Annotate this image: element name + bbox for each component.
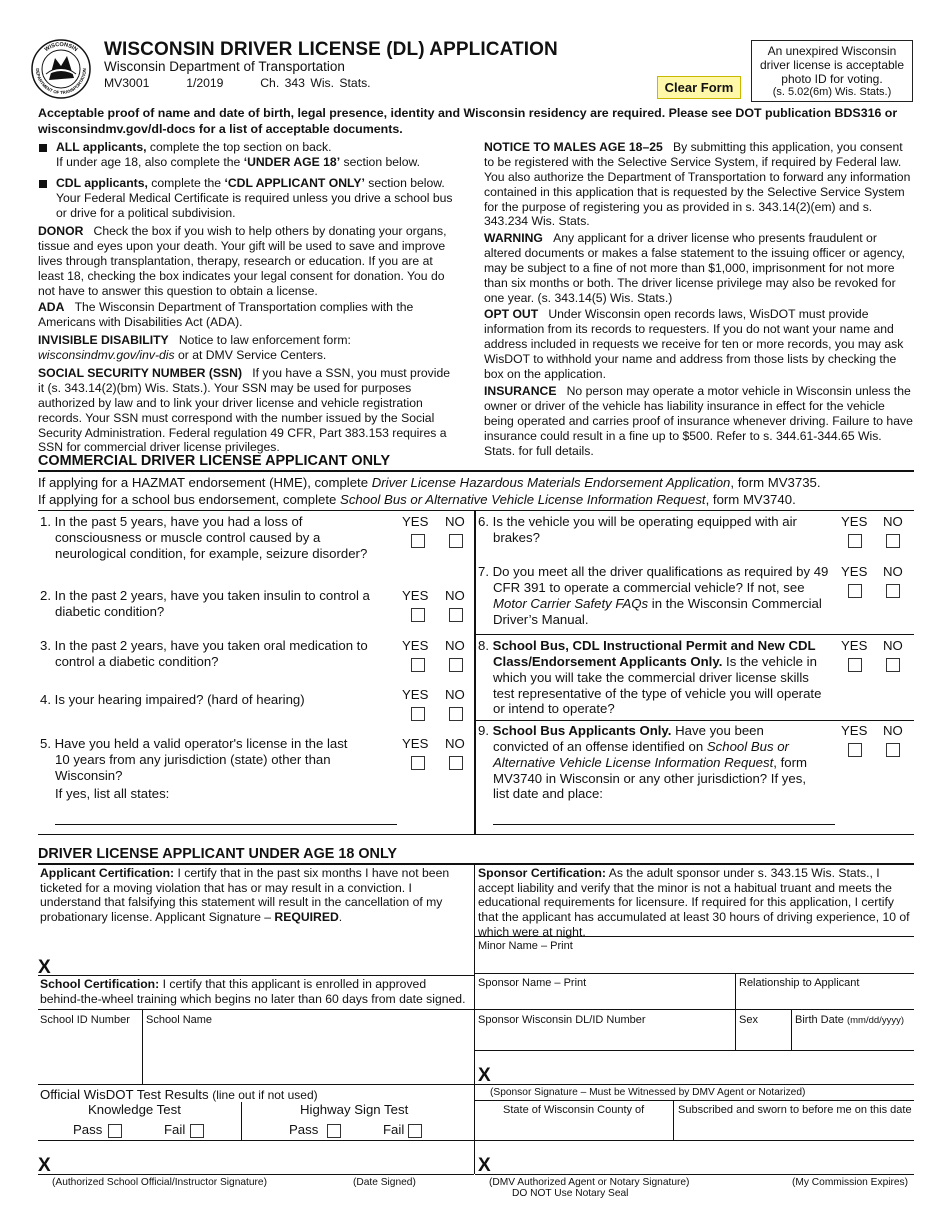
cdl-question-7 bbox=[478, 564, 838, 627]
opt-out-text: Under Wisconsin open records laws, WisDOT must provide information from its records to requesters. If you do not want your name and address included in requests we receive for ten or more records, you may ask WisDOT to withhold your name and address from those lists by checking the box on the application. bbox=[484, 307, 904, 381]
clear-form-button[interactable]: Clear Form bbox=[657, 76, 741, 99]
q8-yes-checkbox[interactable] bbox=[848, 658, 862, 672]
hme-text-a: If applying for a HAZMAT endorsement (HME), complete bbox=[38, 475, 372, 490]
date-signed-caption: (Date Signed) bbox=[353, 1177, 416, 1188]
q3-yes-label: YES bbox=[402, 638, 429, 653]
q1-yes-label: YES bbox=[402, 514, 429, 529]
test-results-bottom-rule bbox=[38, 1140, 914, 1141]
test-results-note: (line out if not used) bbox=[212, 1088, 318, 1102]
form-title: WISCONSIN DRIVER LICENSE (DL) APPLICATION bbox=[104, 39, 558, 60]
relationship-label: Relationship to Applicant bbox=[739, 977, 860, 989]
sponsor-dl-rule bbox=[475, 1050, 914, 1051]
q5-no-label: NO bbox=[445, 736, 465, 751]
minor-name-input[interactable] bbox=[478, 953, 912, 973]
cdl-applicants-lead: CDL applicants, bbox=[56, 176, 148, 190]
test-results-heading bbox=[40, 1087, 318, 1103]
q4-yes-label: YES bbox=[402, 687, 429, 702]
highway-sign-test-label: Highway Sign Test bbox=[300, 1102, 409, 1117]
donor-notice bbox=[38, 224, 458, 298]
sponsor-dl-input[interactable] bbox=[478, 1028, 732, 1048]
minor-name-label: Minor Name – Print bbox=[478, 940, 573, 952]
sponsor-signature-mark: X bbox=[478, 1065, 491, 1086]
opt-out-notice bbox=[484, 307, 914, 381]
school-id-top-rule bbox=[38, 1009, 914, 1010]
q9-text-c: , form MV3740 in Wisconsin or any other jurisdiction? If yes, list date and place: bbox=[493, 754, 807, 802]
minor-center-divider bbox=[474, 864, 475, 1174]
commission-expires-caption: (My Commission Expires) bbox=[792, 1177, 909, 1188]
highway-pass-label: Pass bbox=[289, 1122, 319, 1137]
sworn-date-label: Subscribed and sworn to before me on this date bbox=[678, 1104, 912, 1116]
applicant-cert-heading: Applicant Certification: bbox=[40, 866, 175, 880]
bus-text-a: If applying for a school bus endorsement, complete bbox=[38, 491, 341, 507]
sponsor-certification bbox=[478, 866, 914, 939]
form-number: MV3001 bbox=[104, 76, 150, 90]
county-top-rule bbox=[475, 1100, 914, 1101]
school-bus-instruction bbox=[38, 492, 918, 509]
sponsor-dl-label: Sponsor Wisconsin DL/ID Number bbox=[478, 1014, 646, 1026]
school-official-signature-caption: (Authorized School Official/Instructor Signature) bbox=[52, 1177, 267, 1188]
cdl-question-8 bbox=[478, 638, 833, 717]
q8-number: 8. bbox=[478, 638, 493, 653]
school-signature-line bbox=[38, 1174, 474, 1175]
applicant-signature-field[interactable] bbox=[58, 944, 470, 974]
q9-offense-input-line[interactable] bbox=[493, 824, 835, 825]
dmv-signature-caption: (DMV Authorized Agent or Notary Signature) bbox=[489, 1177, 690, 1188]
ada-text: The Wisconsin Department of Transportation complies with the Americans with Disabilities Act (ADA). bbox=[38, 300, 414, 329]
voter-id-statute: (s. 5.02(6m) Wis. Stats.) bbox=[772, 86, 892, 99]
county-divider bbox=[673, 1100, 674, 1140]
q4-yes-checkbox[interactable] bbox=[411, 707, 425, 721]
q6-yes-checkbox[interactable] bbox=[848, 534, 862, 548]
q1-no-label: NO bbox=[445, 514, 465, 529]
cdl-question-6: 6. Is the vehicle you will be operating equipped with air brakes? bbox=[478, 514, 797, 545]
q8-yes-label: YES bbox=[841, 638, 868, 653]
school-cert-text: I certify that this applicant is enrolled in approved behind-the-wheel training which begins no later than 60 days from date signed. bbox=[40, 977, 466, 1006]
minor-section-title: DRIVER LICENSE APPLICANT UNDER AGE 18 ONLY bbox=[38, 846, 398, 862]
applicant-cert-required: REQUIRED bbox=[274, 909, 339, 924]
q9-yes-checkbox[interactable] bbox=[848, 743, 862, 757]
school-cert-heading: School Certification: bbox=[40, 977, 160, 991]
school-id-divider bbox=[142, 1009, 143, 1084]
cdl-text-a: complete the bbox=[147, 176, 225, 190]
q9-text-a: Have you been convicted of an offense identified on bbox=[493, 723, 764, 754]
no-notary-seal-note: DO NOT Use Notary Seal bbox=[512, 1188, 629, 1199]
donor-heading: DONOR bbox=[38, 224, 84, 238]
q9-form-name: School Bus or Alternative Vehicle License Information Request bbox=[493, 738, 789, 770]
cdl-question-4: 4. Is your hearing impaired? (hard of hearing) bbox=[40, 692, 305, 707]
cdl-center-divider bbox=[474, 510, 476, 834]
under-18-text-a: If under age 18, also complete the bbox=[56, 154, 244, 169]
invisible-disability-link[interactable]: wisconsindmv.gov/inv-dis bbox=[38, 347, 175, 362]
sworn-date-input[interactable] bbox=[678, 1118, 912, 1138]
q7-yes-checkbox[interactable] bbox=[848, 584, 862, 598]
sponsor-signature-note: (Sponsor Signature – Must be Witnessed by DMV Agent or Notarized) bbox=[490, 1087, 806, 1098]
form-identifier bbox=[104, 76, 371, 91]
q1-no-checkbox[interactable] bbox=[449, 534, 463, 548]
q7-yes-label: YES bbox=[841, 564, 868, 579]
q2-no-checkbox[interactable] bbox=[449, 608, 463, 622]
q2-no-label: NO bbox=[445, 588, 465, 603]
q7-no-label: NO bbox=[883, 564, 903, 579]
q7-no-checkbox[interactable] bbox=[886, 584, 900, 598]
sponsor-cert-heading: Sponsor Certification: bbox=[478, 866, 606, 880]
under-18-text-c: section below. bbox=[340, 154, 421, 169]
q2-yes-label: YES bbox=[402, 588, 429, 603]
hme-instruction bbox=[38, 475, 918, 492]
sponsor-name-label: Sponsor Name – Print bbox=[478, 977, 587, 989]
q9-no-checkbox[interactable] bbox=[886, 743, 900, 757]
sponsor-signature-field[interactable] bbox=[498, 1054, 912, 1082]
q8-no-checkbox[interactable] bbox=[886, 658, 900, 672]
county-label: State of Wisconsin County of bbox=[503, 1104, 645, 1116]
q5-no-checkbox[interactable] bbox=[449, 756, 463, 770]
ssn-heading: SOCIAL SECURITY NUMBER (SSN) bbox=[38, 366, 243, 380]
cdl-questions-bottom-rule bbox=[38, 834, 914, 835]
hme-form-name: Driver License Hazardous Materials Endorsement Application bbox=[371, 475, 731, 490]
under-18-ref: ‘UNDER AGE 18’ bbox=[243, 154, 341, 169]
school-name-label: School Name bbox=[146, 1014, 213, 1026]
cdl-instructions bbox=[38, 475, 918, 508]
sex-label: Sex bbox=[739, 1014, 758, 1026]
county-input[interactable] bbox=[478, 1118, 670, 1138]
cdl-question-5: 5. Have you held a valid operator's license in the last 10 years from any jurisdiction (state) other than Wisconsin? bbox=[40, 736, 348, 783]
hme-text-c: , form MV3735. bbox=[730, 475, 821, 490]
invisible-disability-text2: or at DMV Service Centers. bbox=[174, 347, 327, 362]
cdl-ref: ‘CDL APPLICANT ONLY’ bbox=[224, 176, 365, 190]
insurance-heading: INSURANCE bbox=[484, 384, 557, 398]
voter-id-text: An unexpired Wisconsin driver license is acceptable photo ID for voting. bbox=[759, 44, 905, 87]
invisible-disability-heading: INVISIBLE DISABILITY bbox=[38, 333, 169, 347]
relationship-input[interactable] bbox=[739, 990, 912, 1008]
applicant-cert-end: . bbox=[338, 909, 343, 924]
voter-id-notice bbox=[751, 40, 913, 102]
opt-out-heading: OPT OUT bbox=[484, 307, 539, 321]
relationship-divider bbox=[735, 973, 736, 1050]
applicant-signature-line bbox=[38, 975, 474, 976]
minor-name-rule bbox=[475, 973, 914, 974]
q8-text: Is the vehicle in which you will take the commercial driver license skills test representative of the type of vehicle you will operate or intend to operate? bbox=[493, 653, 822, 717]
cdl-question-1: 1. In the past 5 years, have you had a loss of consciousness or muscle control caused by a neurological condition, for example, seizure disorder? bbox=[40, 514, 368, 561]
birth-date-text: Birth Date bbox=[795, 1014, 844, 1026]
warning-text: Any applicant for a driver license who presents fraudulent or altered documents or makes a false statement to the issuing officer or agency, may be subject to a fine of not more than $1,000, imprisonment for not more than six months or both. The driver license privilege may also be revoked for one year. (s. 343.14(5) Wis. Stats.) bbox=[484, 231, 905, 305]
sex-input[interactable] bbox=[739, 1028, 788, 1048]
cdl-text-c: section below. Your Federal Medical Certificate is required unless you drive a school bus or drive for a political subdivision. bbox=[56, 176, 453, 220]
insurance-notice bbox=[484, 384, 914, 458]
q9-number: 9. bbox=[478, 723, 493, 738]
cdl-question-2: 2. In the past 2 years, have you taken insulin to control a diabetic condition? bbox=[40, 588, 370, 619]
knowledge-test-label: Knowledge Test bbox=[88, 1102, 181, 1117]
knowledge-pass-label: Pass bbox=[73, 1122, 103, 1137]
insurance-text: No person may operate a motor vehicle in Wisconsin unless the owner or driver of the vehicle has liability insurance in effect for the vehicle being operated and carries proof of insurance whenever driving. Failure to have insurance could result in a fine up to $500. Refer to s. 344.61-344.65 Wis. Stats. for full details. bbox=[484, 384, 913, 458]
test-results-title: Official WisDOT Test Results bbox=[40, 1087, 209, 1102]
bus-form-name: School Bus or Alternative Vehicle License Information Request bbox=[340, 491, 706, 507]
test-results-divider bbox=[241, 1102, 242, 1140]
cdl-question-9 bbox=[478, 723, 823, 802]
school-name-input[interactable] bbox=[146, 1028, 470, 1082]
q8-no-label: NO bbox=[883, 638, 903, 653]
ssn-notice bbox=[38, 366, 458, 455]
warning-notice bbox=[484, 231, 914, 305]
form-statute: Ch. 343 Wis. Stats. bbox=[260, 76, 371, 90]
minor-section-rule bbox=[38, 863, 914, 865]
school-id-input[interactable] bbox=[40, 1028, 140, 1082]
invisible-disability-notice bbox=[38, 333, 458, 363]
q5-yes-checkbox[interactable] bbox=[411, 756, 425, 770]
ada-heading: ADA bbox=[38, 300, 65, 314]
q4-no-checkbox[interactable] bbox=[449, 707, 463, 721]
selective-service-heading: NOTICE TO MALES AGE 18–25 bbox=[484, 140, 663, 154]
dmv-signature-line bbox=[475, 1174, 914, 1175]
q9-no-label: NO bbox=[883, 723, 903, 738]
sponsor-signature-line bbox=[475, 1084, 914, 1085]
q2-yes-checkbox[interactable] bbox=[411, 608, 425, 622]
birth-date-input[interactable] bbox=[795, 1028, 912, 1048]
sponsor-name-input[interactable] bbox=[478, 990, 732, 1008]
applicant-certification bbox=[40, 866, 470, 925]
invisible-disability-text: Notice to law enforcement form: bbox=[178, 333, 351, 347]
q6-yes-label: YES bbox=[841, 514, 868, 529]
school-certification bbox=[40, 977, 470, 1006]
cdl-questions-top-rule bbox=[38, 510, 914, 511]
school-name-bottom-rule bbox=[38, 1084, 474, 1085]
cdl-section-rule bbox=[38, 470, 914, 472]
q7-q8-divider bbox=[475, 634, 914, 635]
knowledge-fail-label: Fail bbox=[164, 1122, 186, 1137]
q3-no-label: NO bbox=[445, 638, 465, 653]
q8-q9-divider bbox=[475, 720, 914, 721]
q7-faq-ref: Motor Carrier Safety FAQs bbox=[493, 595, 649, 611]
knowledge-fail-checkbox[interactable] bbox=[190, 1124, 204, 1138]
donor-text: Check the box if you wish to help others by donating your organs, tissue and eyes upon your death. Your gift will be used to save and improve lives through transplantation, therapy, research or education. If you are at least 18, checking the box indicates your legal consent for donation. You do not have to answer this question to obtain a license. bbox=[38, 224, 447, 298]
ada-notice bbox=[38, 300, 458, 330]
wisdot-seal-icon bbox=[30, 38, 92, 100]
q3-yes-checkbox[interactable] bbox=[411, 658, 425, 672]
q1-yes-checkbox[interactable] bbox=[411, 534, 425, 548]
applicant-signature-mark: X bbox=[38, 957, 51, 978]
all-applicants-note bbox=[38, 140, 458, 170]
seal-bottom-text: DEPARTMENT OF TRANSPORTATION bbox=[34, 68, 88, 96]
school-official-signature-field[interactable] bbox=[58, 1144, 470, 1172]
highway-pass-checkbox[interactable] bbox=[327, 1124, 341, 1138]
q8-heading: School Bus, CDL Instructional Permit and New CDL Class/Endorsement Applicants Only. bbox=[492, 638, 816, 669]
highway-fail-label: Fail bbox=[383, 1122, 405, 1137]
cdl-question-3: 3. In the past 2 years, have you taken oral medication to control a diabetic condition? bbox=[40, 638, 368, 669]
school-official-signature-mark: X bbox=[38, 1155, 51, 1176]
q5-states-input-line[interactable] bbox=[55, 824, 397, 825]
q4-no-label: NO bbox=[445, 687, 465, 702]
dmv-signature-field[interactable] bbox=[498, 1144, 912, 1172]
knowledge-pass-checkbox[interactable] bbox=[108, 1124, 122, 1138]
department-name: Wisconsin Department of Transportation bbox=[104, 59, 345, 74]
cdl-applicants-note bbox=[38, 176, 458, 221]
birth-date-format: (mm/dd/yyyy) bbox=[846, 1015, 904, 1026]
q7-text-a: 7. Do you meet all the driver qualifications as required by 49 CFR 391 to operate a commercial vehicle? If not, see bbox=[478, 564, 829, 595]
birth-date-label bbox=[795, 1014, 904, 1027]
all-applicants-text: complete the top section on back. bbox=[146, 140, 332, 154]
q9-yes-label: YES bbox=[841, 723, 868, 738]
ssn-text: If you have a SSN, you must provide it (s. 343.14(2)(bm) Wis. Stats.). Your SSN may be used for purposes authorized by law and to link your driver license and vehicle registration records. Your SSN must correspond with the number issued by the Social Security Administration. Federal regulation 49 CFR, Part 383.153 requires a SSN for commercial driver license privileges. bbox=[38, 366, 451, 455]
q3-no-checkbox[interactable] bbox=[449, 658, 463, 672]
sponsor-cert-rule bbox=[475, 936, 914, 937]
cdl-section-title: COMMERCIAL DRIVER LICENSE APPLICANT ONLY bbox=[38, 453, 391, 469]
warning-heading: WARNING bbox=[484, 231, 543, 245]
highway-fail-checkbox[interactable] bbox=[408, 1124, 422, 1138]
q9-heading: School Bus Applicants Only. bbox=[492, 723, 672, 738]
birth-divider bbox=[791, 1009, 792, 1050]
seal-top-text: WISCONSIN bbox=[43, 41, 79, 54]
selective-service-notice bbox=[484, 140, 914, 229]
svg-text:WISCONSIN bbox=[44, 42, 79, 53]
all-applicants-lead: ALL applicants, bbox=[56, 140, 147, 154]
school-id-label: School ID Number bbox=[40, 1014, 130, 1026]
cdl-question-5-states-label: If yes, list all states: bbox=[55, 786, 170, 801]
q5-yes-label: YES bbox=[402, 736, 429, 751]
dmv-signature-mark: X bbox=[478, 1155, 491, 1176]
proof-requirements: Acceptable proof of name and date of birth, legal presence, identity and Wisconsin residency are required. Please see DOT publication BDS316 or wisconsindmv.gov/dl-docs for a list of acceptable documents. bbox=[38, 106, 898, 136]
q6-no-label: NO bbox=[883, 514, 903, 529]
form-date: 1/2019 bbox=[186, 76, 224, 90]
q6-no-checkbox[interactable] bbox=[886, 534, 900, 548]
applicant-cert-text: I certify that in the past six months I have not been ticketed for a moving violation that has or may result in a conviction. I understand that falsifying this statement will result in the cancellation of my probationary license. Applicant Signature – bbox=[40, 866, 450, 924]
selective-service-text: By submitting this application, you consent to be registered with the Selective Service System, if required by Federal law. You also authorize the Department of Transportation to forward any information contained in this application that is requested by the Selective Service System for the purpose of registering you as provided in s. 343.14(2)(em) and s. 343.234 Wis. Stats. bbox=[484, 140, 911, 229]
sponsor-cert-text: As the adult sponsor under s. 343.15 Wis. Stats., I accept liability and verify that the minor is not a habitual truant and meets the educational requirements for licensure. If required for this application, I certify that the applicant has accumulated at least 30 hours of driving experience, 10 of which were at night. bbox=[478, 866, 910, 939]
q7-text-c: in the Wisconsin Commercial Driver’s Manual. bbox=[493, 595, 822, 627]
bus-text-c: , form MV3740. bbox=[705, 491, 796, 507]
